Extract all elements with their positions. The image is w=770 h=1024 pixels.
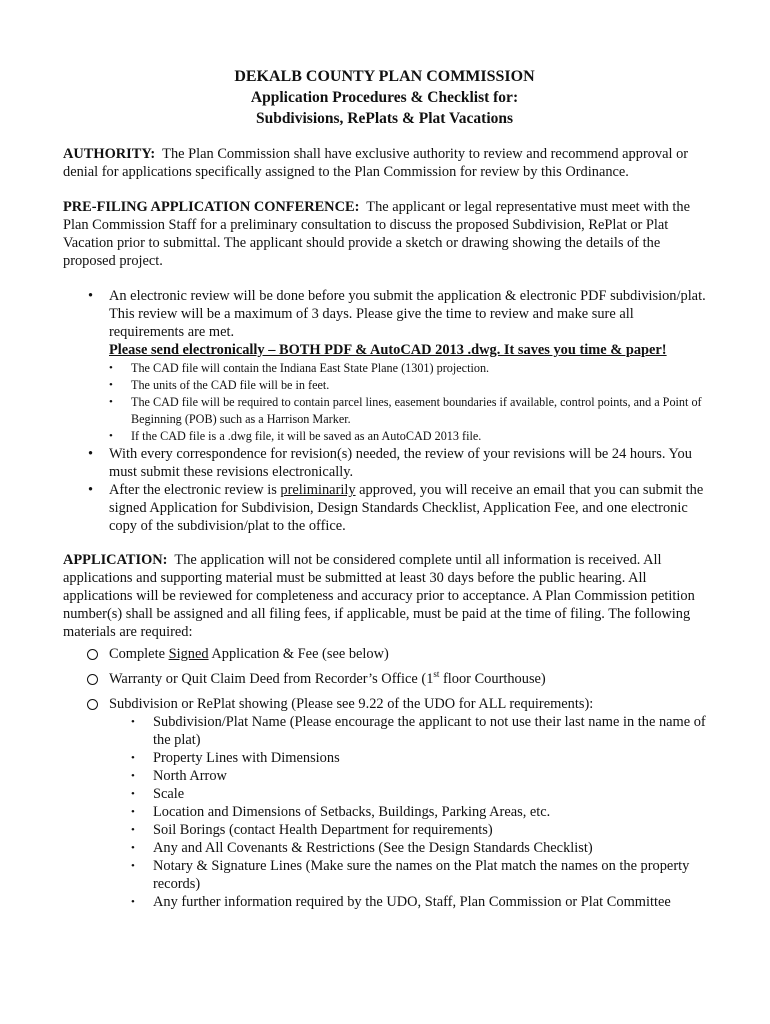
bullet-icon: • <box>88 482 94 498</box>
open-circle-icon <box>87 699 98 710</box>
plat-requirements-list <box>109 713 706 911</box>
bullet-icon: • <box>131 860 135 872</box>
list-item <box>109 394 706 428</box>
materials-checklist <box>63 645 706 911</box>
authority-heading: AUTHORITY: <box>63 146 156 162</box>
checklist-item-2-pre: Warranty or Quit Claim Deed from Recorder’s Office (1 <box>109 671 434 687</box>
document-title <box>63 66 706 129</box>
prefiling-text: The applicant or legal representative must meet with the Plan Commission Staff for a preliminary consultation to discuss the proposed Subdivision, RePlat or Plat Vacation prior to submittal. The applicant should provide a sketch or drawing showing the details of the proposed project. <box>63 199 690 269</box>
list-item <box>63 445 706 481</box>
application-heading: APPLICATION: <box>63 552 168 568</box>
title-line-3: Subdivisions, RePlats & Plat Vacations <box>255 110 514 127</box>
application-text: The application will not be considered complete until all information is received. All applications and supporting material must be submitted at least 30 days before the public hearing. All applications will be reviewed for completeness and accuracy prior to acceptance. A Plan Commission petition number(s) shall be assigned and all filing fees, if applicable, must be paid at the time of filing. The following materials are required: <box>63 552 695 640</box>
requirement-text: Property Lines with Dimensions <box>153 750 340 766</box>
bullet-icon: • <box>131 716 135 728</box>
prefiling-heading: PRE-FILING APPLICATION CONFERENCE: <box>63 199 360 215</box>
requirement-text: Any and All Covenants & Restrictions (See the Design Standards Checklist) <box>153 840 593 856</box>
list-item <box>109 893 706 911</box>
checklist-item-subdivision <box>63 695 706 911</box>
list-item <box>109 377 706 394</box>
list-item <box>109 713 706 749</box>
requirement-text: Location and Dimensions of Setbacks, Buildings, Parking Areas, etc. <box>153 804 551 820</box>
list-item <box>109 821 706 839</box>
cad-item-text: If the CAD file is a .dwg file, it will be saved as an AutoCAD 2013 file. <box>131 429 482 443</box>
review-bullet-3-pre: After the electronic review is <box>109 482 281 498</box>
requirement-text: Scale <box>153 786 185 802</box>
bullet-icon: • <box>109 362 113 374</box>
checklist-item-2-post: floor Courthouse) <box>439 671 546 687</box>
requirement-text: Any further information required by the UDO, Staff, Plan Commission or Plat Committee <box>153 894 671 910</box>
cad-item-text: The CAD file will be required to contain parcel lines, easement boundaries if available, control points, and a Point of Beginning (POB) such as a Harrison Marker. <box>131 395 702 426</box>
cad-item-text: The CAD file will contain the Indiana East State Plane (1301) projection. <box>131 361 490 375</box>
checklist-item-application <box>63 645 706 663</box>
checklist-item-1-underline: Signed <box>168 646 209 662</box>
requirement-text: Soil Borings (contact Health Department for requirements) <box>153 822 493 838</box>
bullet-icon: • <box>131 806 135 818</box>
open-circle-icon <box>87 649 98 660</box>
list-item <box>109 428 706 445</box>
authority-text: The Plan Commission shall have exclusive authority to review and recommend approval or denial for applications specifically assigned to the Plan Commission for review by this Ordinance. <box>63 146 689 180</box>
review-bullet-1-text: An electronic review will be done before you submit the application & electronic PDF subdivision/plat. This review will be a maximum of 3 days. Please give the time to review and make sure all requirements are met. <box>109 288 706 340</box>
review-bullet-3-underline: preliminarily <box>280 482 356 498</box>
checklist-item-deed <box>63 670 706 688</box>
bullet-icon: • <box>131 788 135 800</box>
requirement-text: Notary & Signature Lines (Make sure the names on the Plat match the names on the property records) <box>153 858 690 892</box>
bullet-icon: • <box>88 446 94 462</box>
review-bullet-3-post: approved, you will receive an email that you can submit the signed Application for Subdivision, Design Standards Checklist, Application Fee, and one electronic copy of the subdivision/plat to the office. <box>109 482 704 534</box>
bullet-icon: • <box>131 770 135 782</box>
review-bullet-2-text: With every correspondence for revision(s) needed, the review of your revisions will be 24 hours. You must submit these revisions electronically. <box>109 446 692 480</box>
bullet-icon: • <box>131 842 135 854</box>
list-item <box>109 857 706 893</box>
bullet-icon: • <box>131 824 135 836</box>
authority-paragraph <box>63 145 706 181</box>
bullet-icon: • <box>109 379 113 391</box>
title-line-2: Application Procedures & Checklist for: <box>250 89 519 106</box>
list-item <box>109 749 706 767</box>
list-item <box>109 839 706 857</box>
list-item <box>63 287 706 445</box>
checklist-item-1-pre: Complete <box>109 646 169 662</box>
list-item <box>63 481 706 535</box>
list-item <box>109 785 706 803</box>
requirement-text: Subdivision/Plat Name (Please encourage the applicant to not use their last name in the name of the plat) <box>153 714 706 748</box>
title-line-1: DEKALB COUNTY PLAN COMMISSION <box>234 68 535 85</box>
electronic-submission-notice: Please send electronically – BOTH PDF & AutoCAD 2013 .dwg. It saves you time & paper! <box>109 342 667 358</box>
bullet-icon: • <box>131 896 135 908</box>
review-bullet-list <box>63 287 706 535</box>
bullet-icon: • <box>109 396 113 408</box>
list-item <box>109 767 706 785</box>
prefiling-paragraph <box>63 198 706 270</box>
checklist-item-3-text: Subdivision or RePlat showing (Please see 9.22 of the UDO for ALL requirements): <box>109 696 594 712</box>
requirement-text: North Arrow <box>153 768 227 784</box>
bullet-icon: • <box>131 752 135 764</box>
open-circle-icon <box>87 674 98 685</box>
list-item <box>109 803 706 821</box>
checklist-item-1-post: Application & Fee (see below) <box>208 646 389 662</box>
bullet-icon: • <box>109 430 113 442</box>
bullet-icon: • <box>88 288 94 304</box>
application-paragraph <box>63 551 706 641</box>
list-item <box>109 360 706 377</box>
checklist-item-2-sup: st <box>433 669 440 680</box>
cad-requirements-list <box>109 360 706 445</box>
cad-item-text: The units of the CAD file will be in feet. <box>131 378 330 392</box>
